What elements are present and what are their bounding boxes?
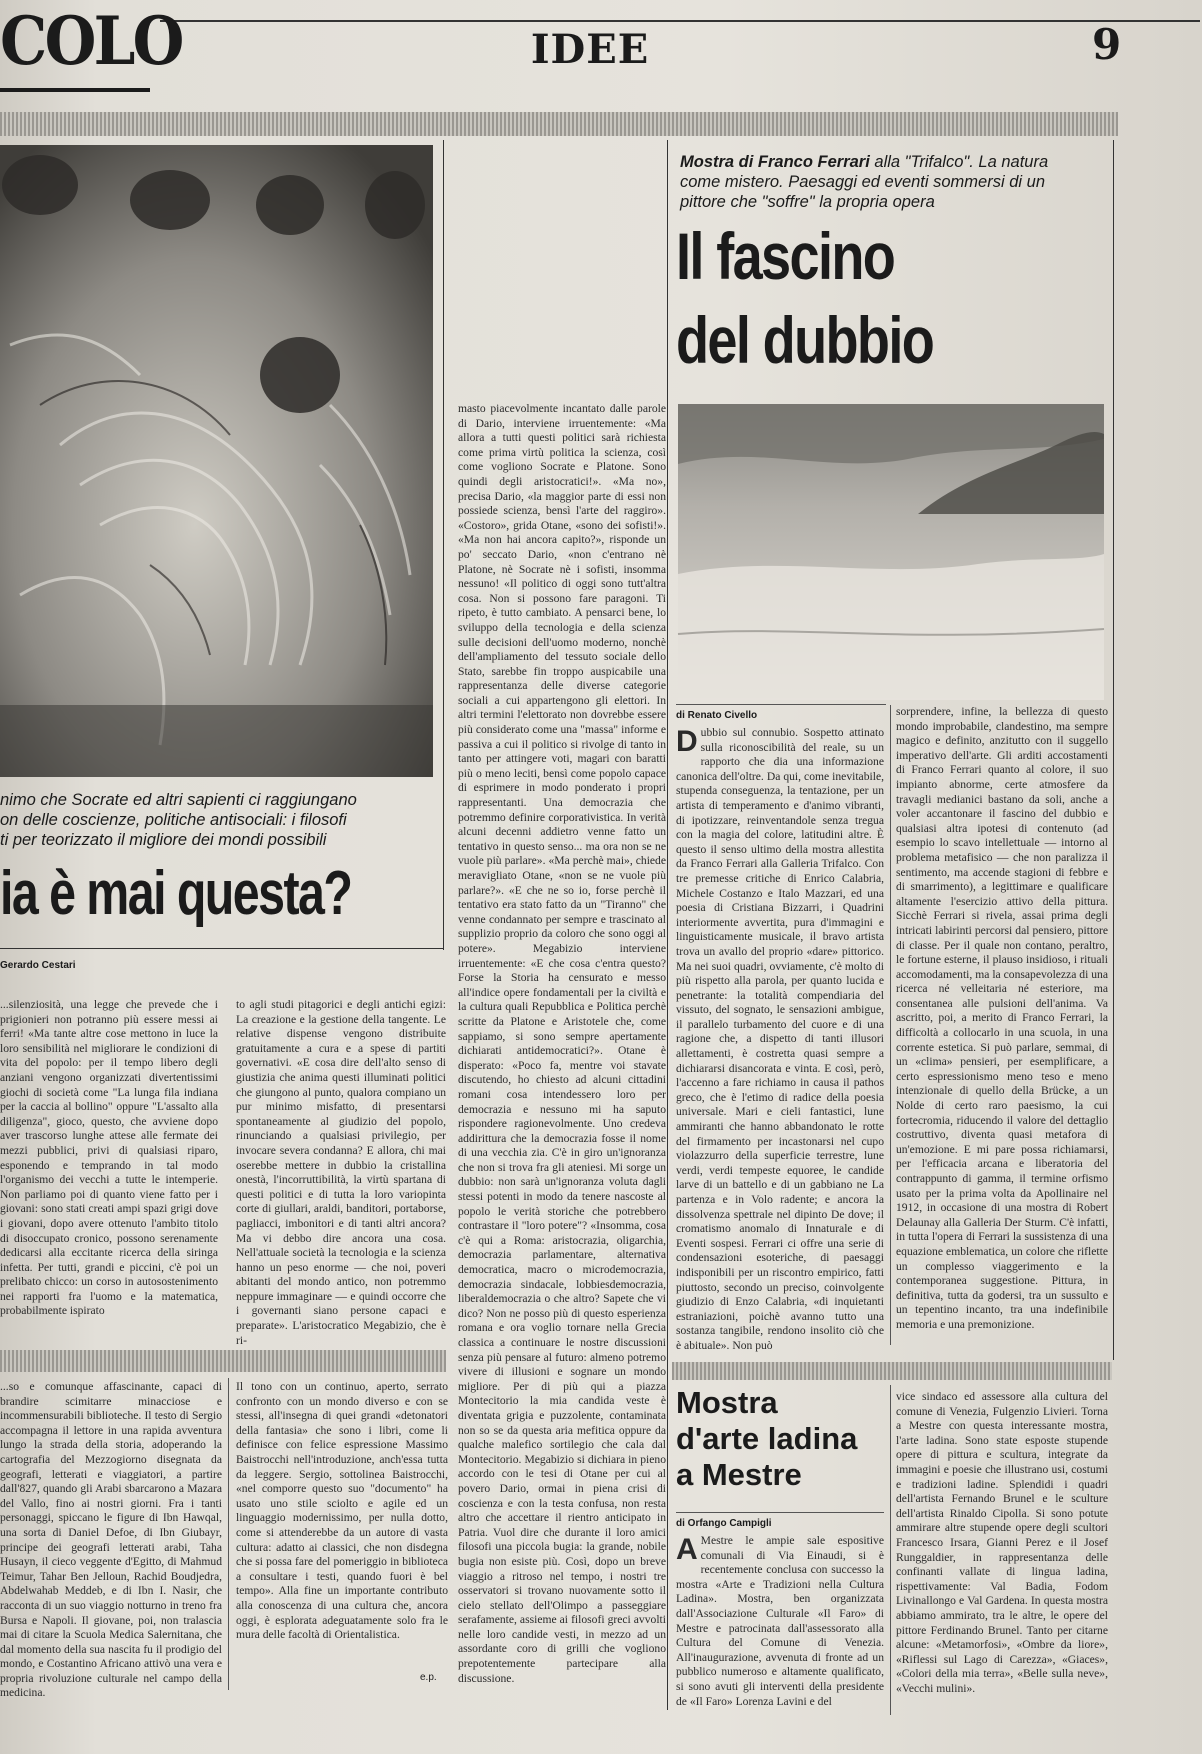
right-kicker bbox=[680, 152, 1080, 212]
bottom-right-headline-line3: a Mestre bbox=[676, 1457, 802, 1492]
masthead-underline bbox=[0, 88, 150, 92]
bottom-right-col2: vice sindaco ed assessore alla cultura del comune di Venezia, Fulgenzio Livieri. Torna a Mestre con questa interessante mostra, l'arte ladina. Sono state esposte stupende opere di pittura e scultura, integrate da immagini e poesie che illustrano usi, costumi e tradizioni ladine. Splendidi i quadri dell'artista Fernando Brunel e le sculture dell'artista Rinaldo Cipolla. Si sono potute ammirare altre stupende opere degli scultori Francesco Irsara, Gianni Perez e il Josef Runggaldier, in rappresentanza delle confinanti vallate di lingua ladina, rispettivamente: Val Badia, Fodom Livinallongo e Val Gardena. In questa mostra abbiamo ammirato, tra le altre, le opere del pittore Ferdinando Brunel. Tanto per citarne alcune: «Metamorfosi», «Ombre da liore», «Riflessi sul Lago di Carezza», «Giaces», «Colori della mia terra», «Belle sulla neve», «Vecchi mulini». bbox=[896, 1390, 1108, 1695]
left-byline: Gerardo Cestari bbox=[0, 960, 76, 971]
right-box-left-rule bbox=[667, 140, 668, 1710]
left-article-signature: e.p. bbox=[420, 1672, 437, 1683]
right-headline-line1: Il fascino bbox=[676, 219, 895, 293]
bottom-right-col1-text: Mestre le ampie sale espositive comunali di Via Einaudi, si è recentemente conclusa con successo la mostra «Arte e Tradizioni nella Cultura Ladina». Mostra, ben organizzata dall'Associazione Culturale «Il Faro» di Mestre e patrocinata dall'assessorato alla Cultura del Comune di Venezia. All'inaugurazione, avvenuta di fronte ad un pubblico numeroso e altamente qualificato, si sono avuti gli interventi della presidente de «Il Faro» Lorenza Lavini e del bbox=[676, 1534, 884, 1708]
byline-rule bbox=[676, 704, 886, 705]
kicker-strong: Mostra di Franco Ferrari bbox=[680, 153, 870, 171]
column-rule bbox=[890, 1385, 891, 1715]
right-box-right-rule bbox=[1113, 140, 1114, 1360]
left-headline: ia è mai questa? bbox=[0, 859, 352, 928]
caption-line: on delle coscienze, politiche antisociali: i filosofi bbox=[0, 811, 347, 829]
right-article-col1 bbox=[676, 725, 884, 1352]
divider-band-right bbox=[672, 1362, 1112, 1380]
masthead: COLO bbox=[0, 2, 182, 80]
top-rule bbox=[160, 20, 1200, 22]
statue-photo bbox=[0, 145, 433, 777]
byline-rule bbox=[676, 1512, 884, 1513]
kicker-rest: alla "Trifalco". La natura come mistero. Paesaggi ed eventi sommersi di un pittore che "soffre" la propria opera bbox=[680, 153, 1049, 211]
bottom-left-col1: ...so e comunque affascinante, capaci di brandire scimitarre minacciose e incommensurabili biblioteche. Il testo di Sergio accompagna il lettore in una rapida avventura lungo la strada della storia, adoperando la cartografia del Mezzogiorno disegnata da geografi, letterati e viaggiatori, a partire dall'827, quando gli Arabi sbarcarono a Mazara del Vallo, fino ai nostri giorni. Fra i tanti personaggi, spiccano le figure di Ibn Hawqal, una sorta di Daniel Defoe, di Ibn Giubayr, principe dei geografi letterati arabi, Taha Husayn, il cieco veggente d'Egitto, di Mahmud Teimur, Tahar Ben Jelloun, Rachid Boudjedra, Abdelwahab Meddeb, e di Ibn I. Nasir, che racconta di un suo viaggio notturno in treno fra Bursa e Napoli. Il giovane, poi, non tralascia mai di citare la Scuola Medica Salernitana, che dal momento della sua nascita fu il prodigio del mondo, e Costantino Africano attivò una vera e propria rivoluzione culturale nel campo della medicina. bbox=[0, 1380, 222, 1700]
dropcap: D bbox=[676, 725, 698, 758]
left-box-bottom bbox=[0, 948, 443, 949]
column-rule bbox=[228, 1378, 229, 1690]
bottom-right-headline bbox=[676, 1385, 857, 1493]
bottom-right-headline-line1: Mostra bbox=[676, 1385, 778, 1420]
seascape-painting bbox=[678, 404, 1104, 700]
right-byline: di Renato Civello bbox=[676, 710, 758, 721]
section-title: IDEE bbox=[530, 26, 650, 73]
divider-band bbox=[0, 1350, 446, 1372]
statue-photo-graphic bbox=[0, 145, 433, 777]
right-headline-line2: del dubbio bbox=[676, 303, 934, 377]
right-col1-text: ubbio sul connubio. Sospetto attinato sulla riconoscibilità del reale, su un rapporto che dia una informazione canonica dell'oltre. Da qui, come inevitabile, stupenda conseguenza, la tentazione, per un artista di temperamento e d'animo vibranti, di ipotizzare, reinventandole senza tregua con la magia del colore, latitudini altre. È questo il senso ultimo della mostra allestita da Franco Ferrari alla Galleria Trifalco. Con tre premesse critiche di Enrico Calabria, Michele Costanzo e Italo Mazzari, ed una poesia di Cristiana Bizzarri, i Quadrini interiormente avvertita, pura d'immagini e linguisticamente musicale, il bravo artista trova un avallo del proprio «dare» pittorico. Ma nei suoi quadri, ovviamente, c'è molto di più rispetto alla parola, per quanto lucida e penetrante: la totalità compendiaria del vissuto, del sognato, le sensazioni ambigue, il parallelo turbamento del cuore e di una ragione che, a dispetto di tanti illusori allettamenti, è costretta quasi sempre a dichiararsi disancorata e vinta. E così, però, l'accenno a fare richiamo in causa il pathos greco, che è l'etimo di radice della poesia universale. Mari e cieli fantastici, lune ammiranti che hanno abbandonato le rotte del firmamento per incastonarsi nel cupo violazzurro della superficie terrestre, lune verdi, verdi tempeste equoree, le candide larve di un battello e di un gabbiano ne La partenza e in Volo radente; e ancora la dissolvenza spettrale nel dipinto De dove; il cromatismo anomalo di Innaturale e di Eventi sospesi. Ferrari ci offre una serie di condensazioni esoteriche, di paesaggi indisponibili per un riscontro empirico, fatti piuttosto, secondo un preciso, coinvolgente giudizio di Enzo Calabria, «di inquietanti estraniazioni, poichè avanno tutto una sostanza tangibile, rendono insolito ciò che è abituale». Non può bbox=[676, 726, 884, 1352]
photo-caption bbox=[0, 790, 440, 850]
column-rule bbox=[890, 705, 891, 1345]
caption-line: ti per teorizzato il migliore dei mondi possibili bbox=[0, 831, 327, 849]
header-band bbox=[0, 112, 1118, 136]
bottom-right-headline-line2: d'arte ladina bbox=[676, 1421, 858, 1456]
left-article-col1: ...silenziosità, una legge che prevede che i prigionieri non potranno più essere messi ai ferri! «Ma tante altre cose mettono in luce la loro sensibilità nel migliorare le condizioni di vita del popolo: per il tempo libero degli anziani vengono organizzati divertentissimi giochi di società come "La lunga fila indiana per la caccia al bollino" oppure "L'assalto alla diligenza", gioco, questo, che avviene dopo aver trascorso lunghe attese alle fermate dei mezzi pubblici, privi di qualsiasi riparo, esponendo e temprando in tal modo l'organismo dei vecchi a tutte le intemperie. Non parliamo poi di quanto viene fatto per i giovani: sono stati creati ampi spazi grigi dove i giovani, dopo avere ottenuto l'ambito titolo di disoccupato cronico, possono serenamente dedicarsi alla eccitante ricerca della siringa infetta. Per tutti, grandi e piccini, c'è poi un prelibato chicco: un corso in autosostenimento nei rapporti fra l'uomo e la matematica, probabilmente ispirato bbox=[0, 998, 218, 1318]
left-box-rule bbox=[443, 140, 444, 950]
left-article-col3: masto piacevolmente incantato dalle parole di Dario, interviene irruentemente: «Ma allora a tutti questi politici sarà richiesta come prima virtù politica la scienza, così come vogliono Socrate e Platone. Sono quindi degli aristocratici!». «Ma no», precisa Dario, «la maggior parte di essi non possiede scienza, bensì l'arte del raggiro». «Costoro», grida Otane, «sono dei sofisti!». «Ma non hai ancora capito?», risponde un po' seccato Dario, «non c'entrano nè Platone, nè Socrate nè i sofisti, insomma nessuno! «Il politico di oggi sono tutt'altra cosa. Non si possono fare paragoni. Ti ripeto, è tutto cambiato. A pensarci bene, lo sviluppo della tecnologia e della scienza sulle decisioni dell'uomo moderno, nonchè dell'ampliamento del tessuto sociale dello Stato, sarebbe fin troppo auspicabile una rappresentanza delle diverse categorie sociali a cui appartengono gli elettori. In altri termini l'elettorato non dovrebbe essere più considerato come una "massa" informe e passiva a cui il politico si rivolge di tanto in tanto per attingere voti, magari con baratti più o meno leciti, bensì come popolo capace di esprimere in modo ponderato i propri rappresentanti. Una democrazia che potremmo definire corporativistica. In verità alcuni decenni addietro venne fatto un tentativo in questo senso... ma ora non se ne vuole più parlare». «Ma perchè mai», chiede meravigliato Otane, «non se ne vuole più parlare?». «E che ne so io, forse perchè il tentativo era stato fatto da un "Tiranno" che venne condannato per sempre e trascinato al supplizio proprio da coloro che sono oggi al potere». Megabizio interviene irruentemente: «E che cosa c'entra questo? Forse la Storia ha censurato e messo all'indice opere fondamentali per la civiltà e la cultura quali Repubblica e Politica perchè scritte da Platone e Aristotele che, come sappiamo, si sono sempre apertamente dichiarati antidemocratici?». Otane è disperato: «Poco fa, mentre voi stavate discutendo, ho chiesto ad alcuni cittadini romani cosa intendessero loro per democrazia e nessuno mi ha saputo rispondere ragionevolmente. Uno credeva addirittura che la democrazia fosse il nome di una vecchia zia. C'è in giro un'ignoranza che non si trova fra gli ateniesi. Mi sorge un dubbio: non sarà un'ignoranza voluta dagli stessi potenti in modo da tenere nascoste al popolo le verità storiche che potrebbero contrastare il "loro potere"? «Insomma, cosa c'è qui a Roma: aristocrazia, oligarchia, democrazia parlamentare, alternativa democratica, macro o microdemocrazia, democrazia sindacale, lobbiesdemocrazia, liberaldemocrazia o che altro? Sapete che vi dico? Non ne posso più di questo esperienza romana e ora voglio tornare nella Grecia classica a continuare le nostre discussioni senza più pensare al futuro: almeno potremo vivere di illusioni e sognare un mondo migliore. Per di più qui a piazza Montecitorio la mia candida veste è diventata grigia e puzzolente, contaminata non so se da questa aria mefitica oppure da qualche malefico sortilegio che cala dal Montecitorio. Megabizio si dichiara in pieno accordo con le tesi di Otane per cui al povero Dario, ormai in piena crisi di coscienza e con la testa confusa, non resta altro che accettare il rientro anticipato in Patria. Vuol dire che durante il loro amici filosofi una piccola bugia: la grande, nobile bugia non esiste più. Così, dopo un breve viaggio a ritroso nel tempo, i nostri tre osservatori si trovano nuovamente sotto il cielo stellato dell'Olimpo a passeggiare serafamente, assieme ai filosofi greci avvolti nelle loro candide vesti, in mezzo ad un assordante coro di grilli che vogliono prepotentemente partecipare alla discussione. bbox=[458, 402, 666, 1685]
seascape-painting-graphic bbox=[678, 404, 1104, 700]
bottom-right-col1 bbox=[676, 1534, 884, 1719]
caption-line: nimo che Socrate ed altri sapienti ci raggiungano bbox=[0, 791, 357, 809]
page-number: 9 bbox=[1092, 20, 1122, 69]
dropcap: A bbox=[676, 1533, 698, 1566]
right-headline bbox=[676, 214, 933, 382]
left-article-col2: to agli studi pitagorici e degli antichi egizi: La creazione e la gestione della tangente. Le relative dispense vengono distribuite gratuitamente a cura e a spese di partiti governativi. «E cosa dire dell'alto senso di giustizia che anima questi illuminati politici che giungono al punto, qualora compiano un pur minimo misfatto, di presentarsi spontaneamente al giudizio del popolo, rinunciando a qualsiasi privilegio, per invocare severa condanna? E allora, chi mai oserebbe mettere in dubbio la cristallina onestà, l'incorruttibilità, la virtù spartana di questi politici e di tutta la loro variopinta corte di giullari, araldi, banditori, portaborse, pagliacci, imbonitori e di tanti altri ancora? Ma vi debbo dire ancora una cosa. Nell'attuale società la tecnologia e la scienza hanno un peso enorme — che noi, poveri abitanti del mondo antico, non potremmo neppure immaginare — e quindi occorre che i governanti siano persone capaci e preparate». L'aristocratico Megabizio, che è ri- bbox=[236, 998, 446, 1347]
bottom-left-col2: Il tono con un continuo, aperto, serrato confronto con un mondo diverso e con se stessi, all'insegna di quei grandi «detonatori della fantasia» che sono i libri, come li definisce con felice espressione Massimo Baistrocchi nell'introduzione, anch'essa tutta da leggere. Sergio, sottolinea Baistrocchi, «nel comporre questo suo "documento" ha usato uno stile sciolto e agile ed un linguaggio modernissimo, per nulla dotto, come si attenderebbe da un autore di vasta cultura: adatto ai classici, che non disdegna che si possa fare del pomeriggio in biblioteca a consultare i testi, quando fuori è bel tempo». Alla fine un importante contributo alla conoscenza di una cultura che, ancora oggi, è esplorata adeguatamente solo fra le mura delle facoltà di Orientalistica. bbox=[236, 1380, 448, 1642]
right-article-col2: sorprendere, infine, la bellezza di questo mondo improbabile, clandestino, ma sempre magico e definito, anzitutto con il suggello imperativo dell'arte. Gli arditi accostamenti di Franco Ferrari quanto al colore, il suo impianto abnorme, certe atmosfere da travagli medianici bastano da soli, anche a voler accantonare il fascino del dubbio e qualsiasi altra ipotesi di contenuto (ad esempio lo scavo intellettuale — intorno al problema metafisico — che non paralizza il sentimento, ma accende stagioni di febbre e di smarrimento), a legittimare e qualificare altamente l'esercizio attivo della pittura. Sicchè Ferrari si rivela, assai prima degli intricati labirinti percorsi dal pensiero, pittore di classe. Per il quale non contano, peraltro, le fortune esterne, il plauso insidioso, i rituali accomodamenti, ma la consapevolezza di una ricerca né velleitaria né esteriore, ma consentanea alle pulsioni dell'anima. Va ascritto, poi, a merito di Franco Ferrari, la difficoltà a collocarlo in una scuola, in una corrente estetica. Si può parlare, semmai, di un «clima» pensieri, per esemplificare, a certo espressionismo meno teso e meno intenzionale di quello della Brücke, a un Nolde di certo raro paesismo, la cui fortecromia, riducendo il valore del dettaglio costruttivo, diventa quasi metafora di un'emozione. E mi pare possa richiamarsi, per l'efficacia arcana e liberatoria del contrappunto di gamma, il termine orfismo usato per la prima volta da Apollinaire nel 1912, in occasione di una mostra di Robert Delaunay alla Galleria Der Sturm. C'è infatti, in tutta l'opera di Ferrari la sussistenza di una equazione emblematica, un colore che riflette un complesso viaggerimento e la contemporanea suggestione. Pittura, in definitiva, tutta da godersi, tra un sussulto e un tepentino incanto, tra una indefinibile memoria e una premonizione. bbox=[896, 705, 1108, 1331]
bottom-right-byline: di Orfango Campigli bbox=[676, 1518, 772, 1529]
